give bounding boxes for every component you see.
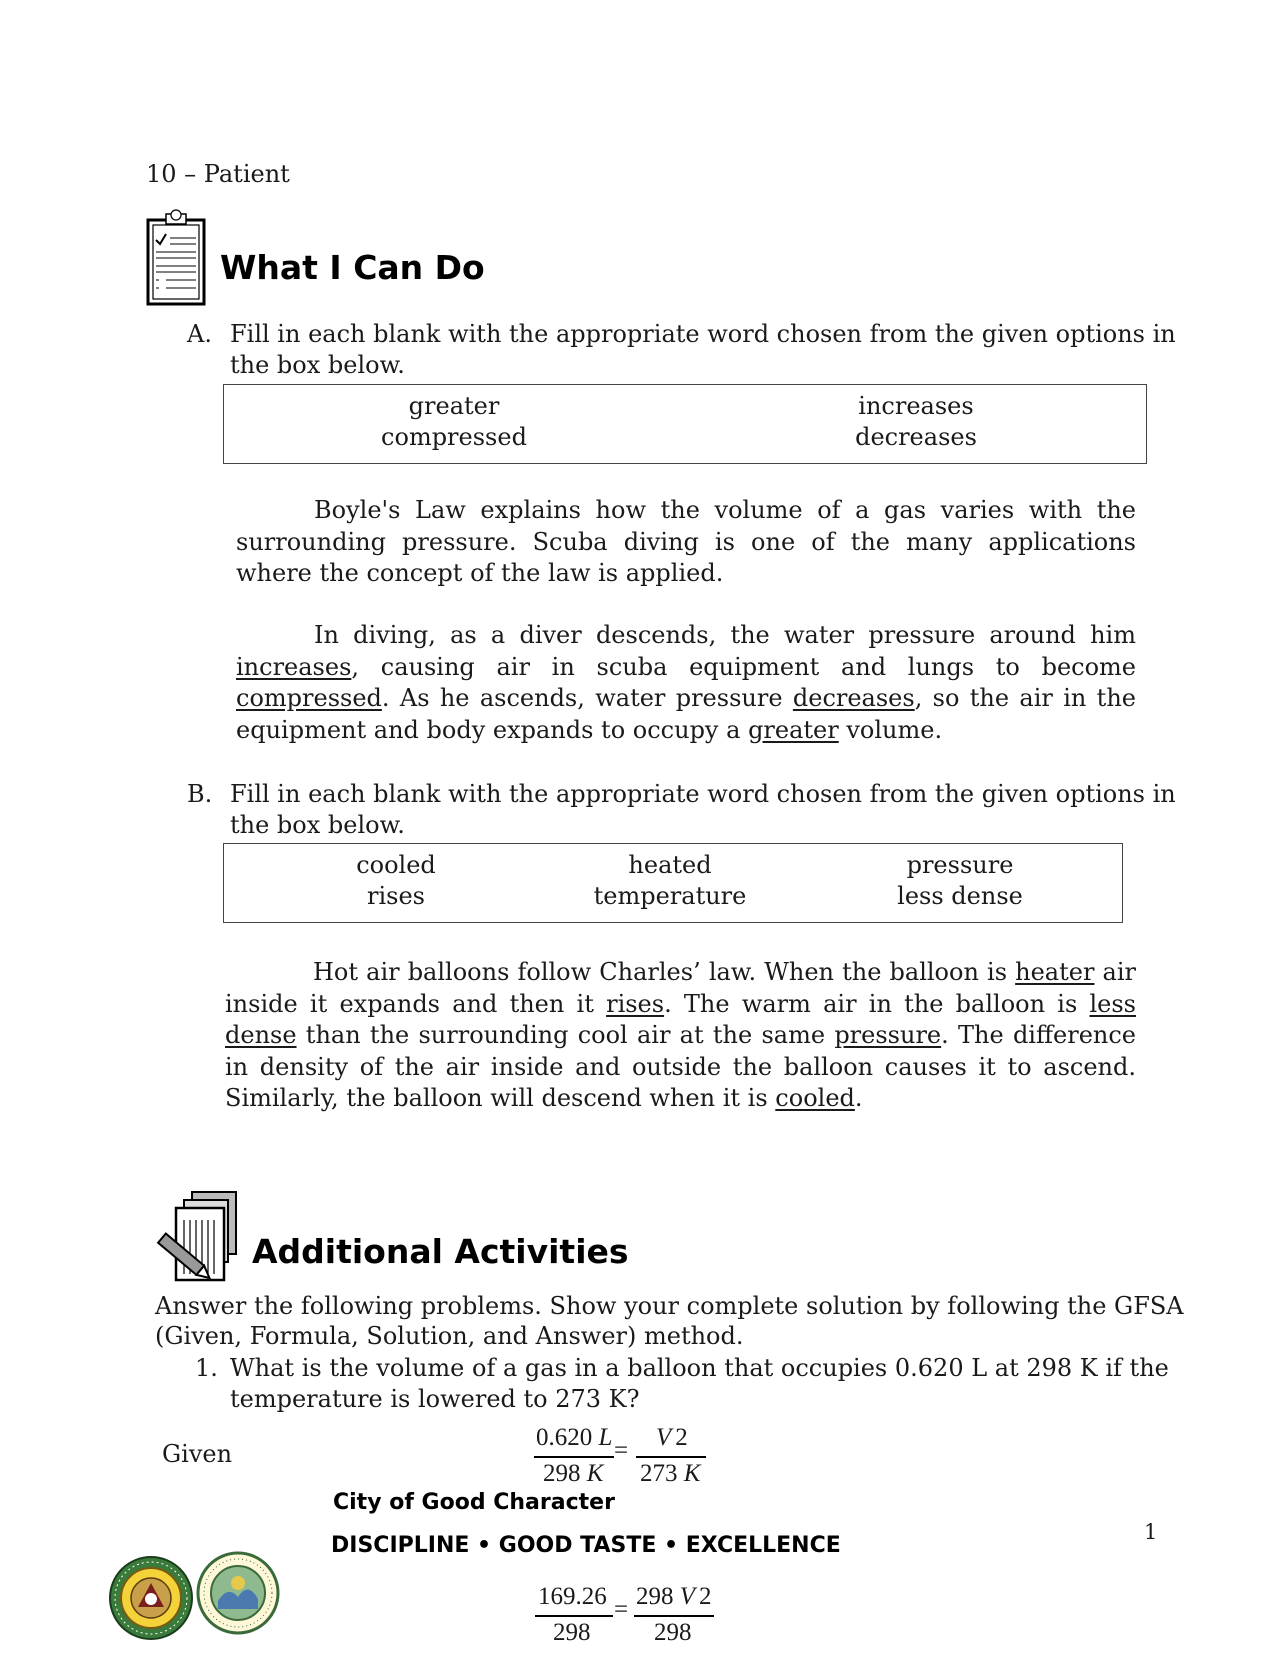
eq2-denominator-left: 298	[553, 1619, 591, 1646]
answer-blank: rises	[606, 989, 665, 1018]
answer-blank: greater	[748, 715, 839, 744]
part-b-instruction-line1: Fill in each blank with the appropriate word chosen from the given options in	[230, 780, 1176, 808]
part-b-letter: B.	[187, 780, 213, 808]
answer-blank: decreases	[792, 684, 915, 712]
option-word: rises	[367, 882, 425, 910]
papers-pencil-icon	[158, 1190, 242, 1286]
clipboard-icon	[146, 208, 208, 306]
answer-blank: increases	[236, 652, 352, 681]
equals-sign: =	[614, 1596, 629, 1623]
eq1-numerator-left: 0.620 L	[536, 1424, 613, 1451]
part-a-instruction-line2: the box below.	[230, 351, 405, 379]
eq2-numerator-left: 169.26	[538, 1583, 607, 1610]
option-word: pressure	[906, 851, 1014, 879]
answer-blank: less dense	[225, 989, 1136, 1049]
division-office-seal-logo	[108, 1555, 194, 1641]
answer-blank: compressed	[236, 684, 382, 712]
given-label: Given	[162, 1440, 233, 1468]
part-a-instruction-line1: Fill in each blank with the appropriate word chosen from the given options in	[230, 320, 1176, 348]
option-word: heated	[628, 851, 712, 879]
option-word: cooled	[356, 851, 436, 879]
footer-values-tagline: DISCIPLINE • GOOD TASTE • EXCELLENCE	[331, 1533, 841, 1558]
page-number: 1	[1144, 1520, 1158, 1544]
question-1-line1: What is the volume of a gas in a balloon that occupies 0.620 L at 298 K if the	[230, 1354, 1169, 1382]
option-word: less dense	[897, 882, 1023, 910]
question-number: 1.	[195, 1354, 218, 1382]
header-label: 10 – Patient	[146, 160, 290, 188]
part-a-options-box	[223, 384, 1147, 464]
part-a-letter: A.	[187, 320, 212, 348]
eq2-denominator-right: 298	[654, 1619, 692, 1646]
hot-air-balloon-paragraph: Hot air balloons follow Charles’ law. When the balloon is heater air inside it expands and then it rises. The warm air in the balloon is less dense than the surrounding cool air at the same pressure. The difference in density of the air inside and outside the balloon causes it to ascend. Similarly, the balloon will descend when it is cooled.	[225, 958, 1137, 1112]
boyles-law-paragraph: Boyle's Law explains how the volume of a gas varies with the surrounding pressure. Scuba diving is one of the many applications where the concept of the law is applied.	[236, 496, 1136, 587]
fraction-bar	[534, 1456, 614, 1458]
question-1-line2: temperature is lowered to 273 K?	[230, 1385, 640, 1413]
eq1-numerator-right: V 2	[656, 1424, 688, 1451]
eq2-numerator-right: 298 V 2	[636, 1583, 712, 1610]
equals-sign: =	[614, 1437, 629, 1464]
footer-city-tagline: City of Good Character	[333, 1490, 615, 1515]
answer-blank: heater	[1015, 958, 1095, 986]
diving-paragraph: In diving, as a diver descends, the water pressure around him increases, causing air in scuba equipment and lungs to become compressed. As he ascends, water pressure decreases, so the air in the equipment and body expands to occupy a greater volume.	[236, 621, 1136, 744]
additional-intro-line1: Answer the following problems. Show your complete solution by following the GFSA	[155, 1292, 1184, 1320]
additional-intro-line2: (Given, Formula, Solution, and Answer) method.	[155, 1322, 744, 1350]
section-title-additional-activities: Additional Activities	[252, 1232, 629, 1271]
option-word: temperature	[593, 882, 747, 910]
answer-blank: pressure	[834, 1021, 942, 1049]
city-seal-logo	[196, 1551, 280, 1635]
option-word: decreases	[855, 423, 977, 451]
option-word: greater	[408, 392, 500, 420]
eq1-denominator-left: 298 K	[543, 1460, 604, 1487]
part-b-options-box	[223, 843, 1123, 923]
fraction-bar	[535, 1615, 613, 1617]
answer-blank: cooled	[775, 1084, 855, 1112]
eq1-denominator-right: 273 K	[640, 1460, 701, 1487]
option-word: increases	[858, 392, 974, 420]
fraction-bar	[636, 1456, 706, 1458]
part-b-instruction-line2: the box below.	[230, 811, 405, 839]
fraction-bar	[634, 1615, 714, 1617]
section-title-what-i-can-do: What I Can Do	[220, 248, 485, 287]
option-word: compressed	[381, 423, 527, 451]
